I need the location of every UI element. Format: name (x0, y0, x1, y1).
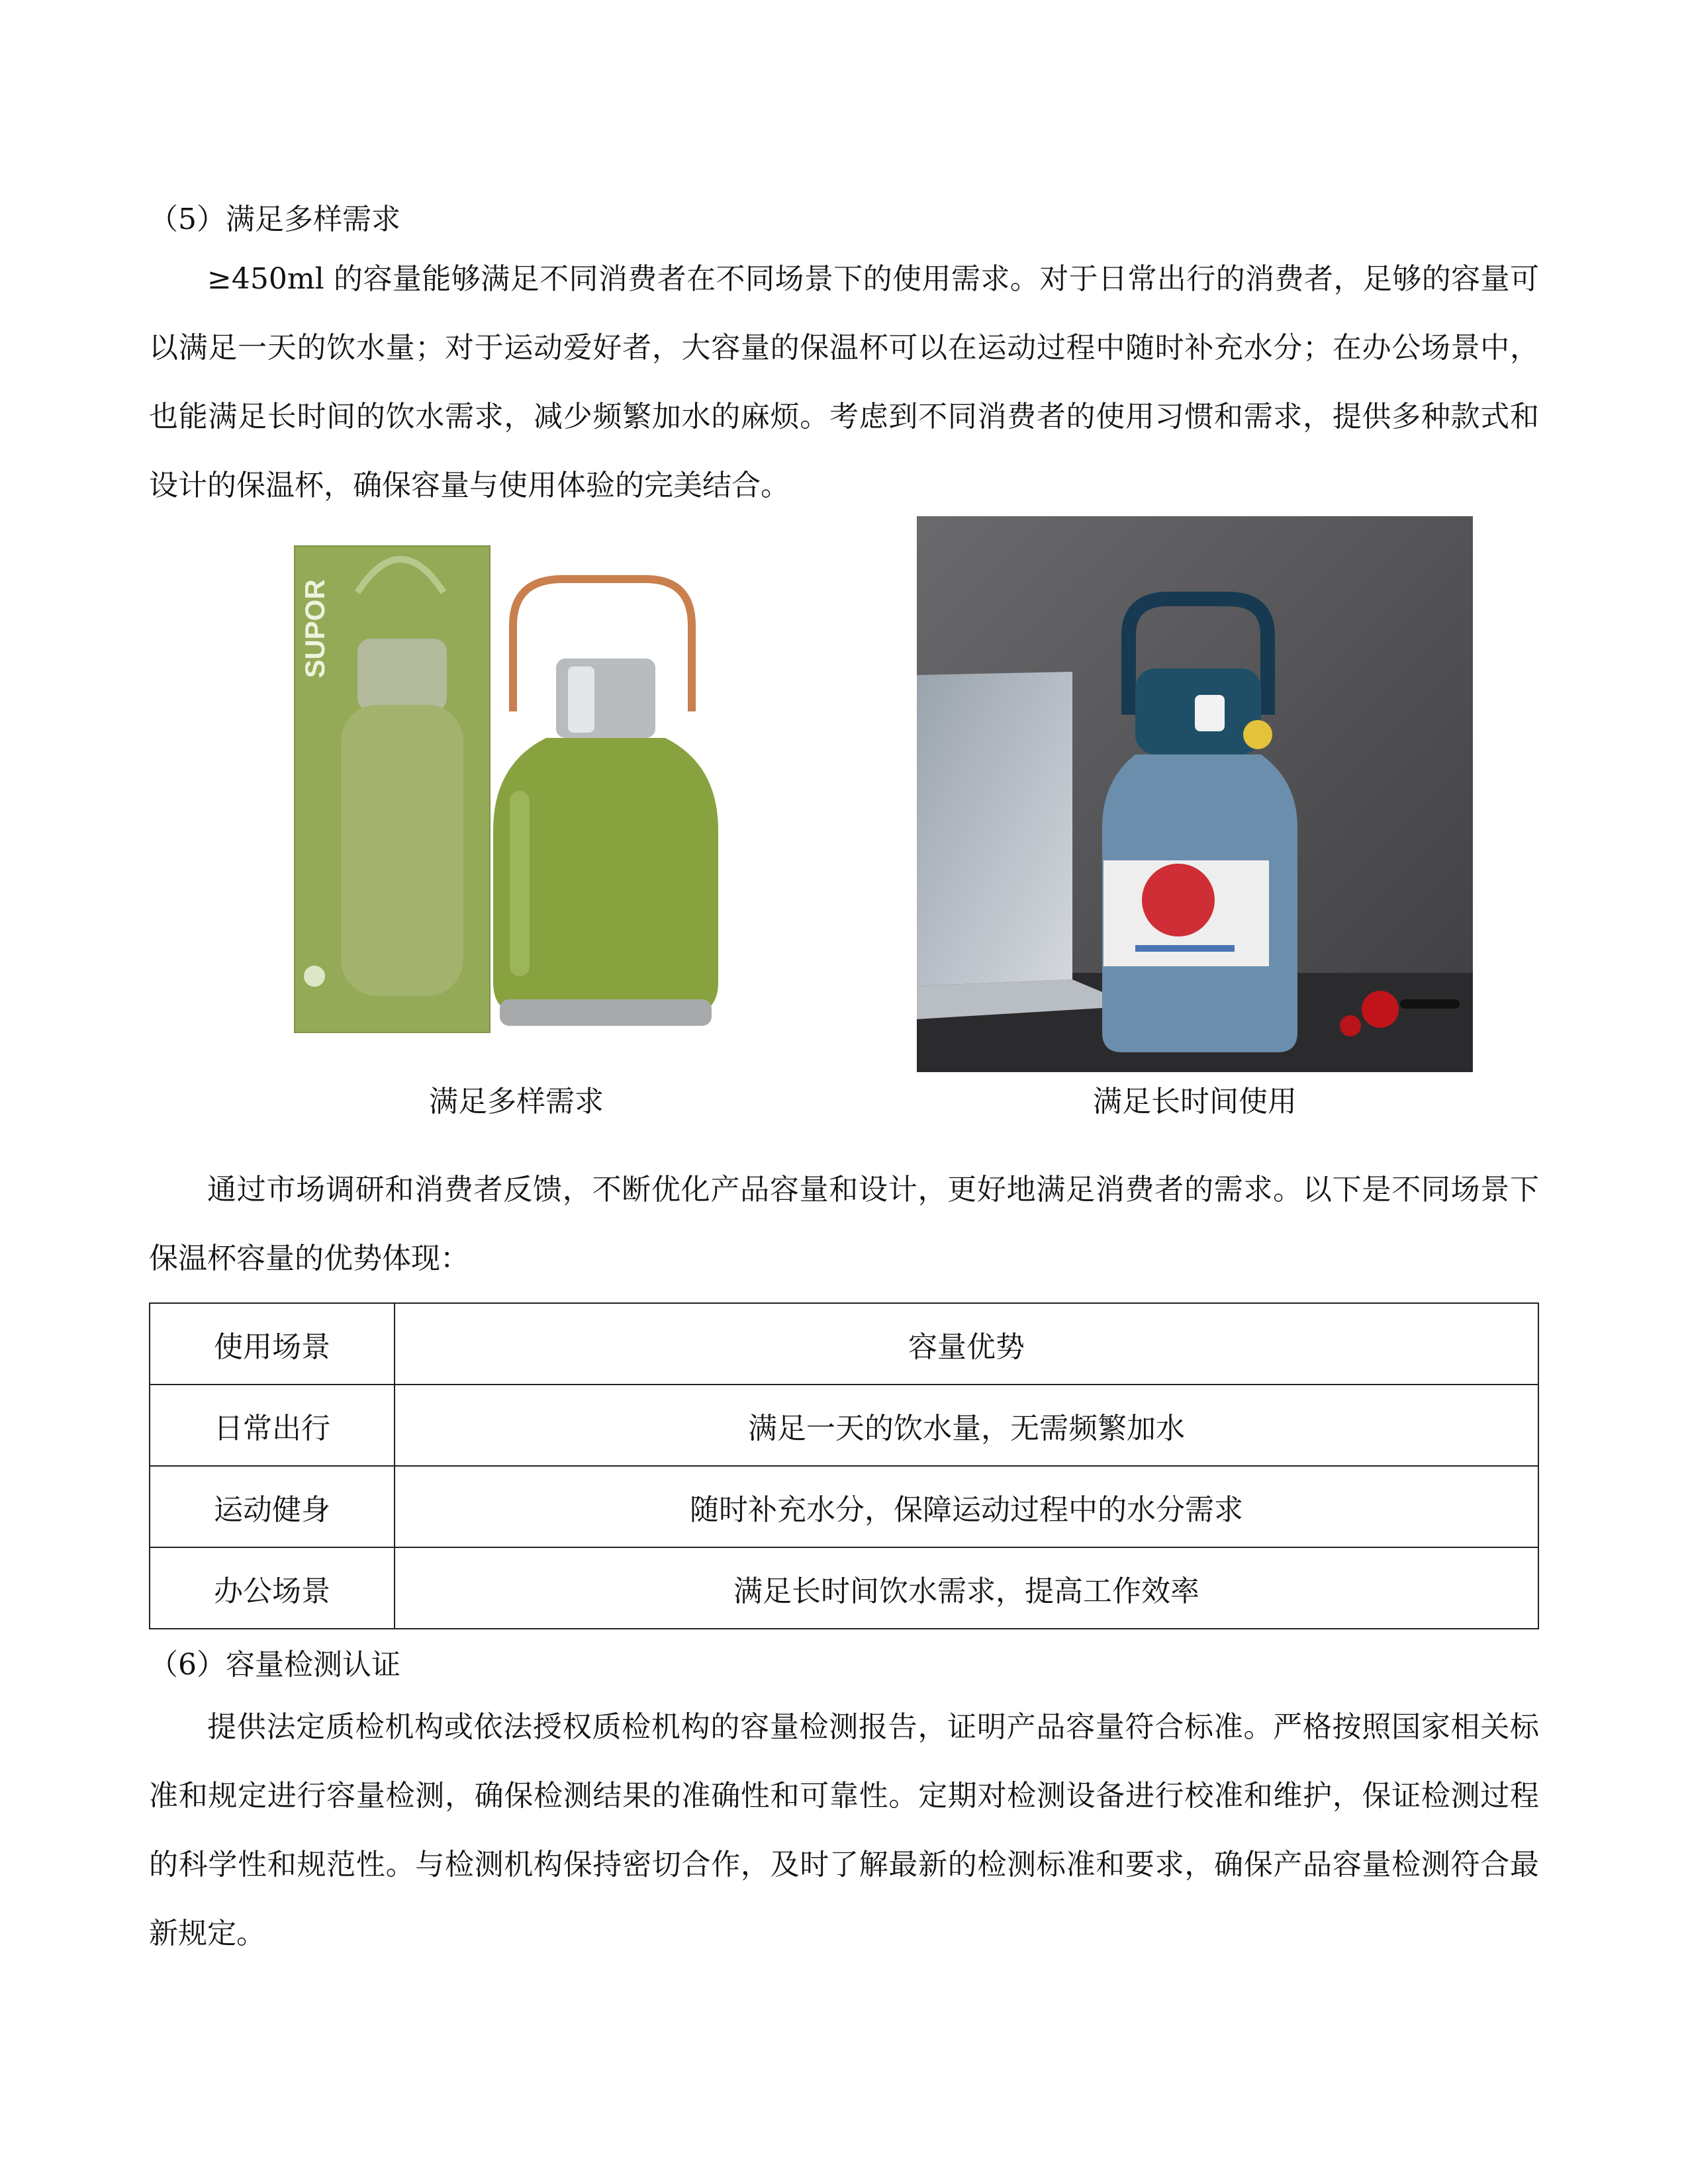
intro-paragraph: 通过市场调研和消费者反馈，不断优化产品容量和设计，更好地满足消费者的需求。以下是不同场景下保温杯容量的优势体现： (149, 1173, 1539, 1275)
table-cell-scene: 运动健身 (150, 1466, 395, 1547)
cherry-tomato (1362, 991, 1399, 1028)
blue-thermos-illustration (917, 516, 1473, 1072)
section-5-paragraph: ≥450ml 的容量能够满足不同消费者在不同场景下的使用需求。对于日常出行的消费者，足够的容量可以满足一天的饮水量；对于运动爱好者，大容量的保温杯可以在运动过程中随时补充水分；在办公场景中，也能满足长时间的饮水需求，减少频繁加水的麻烦。考虑到不同消费者的使用习惯和需求，提供多种款式和设计的保温杯，确保容量与使用体验的完美结合。 (149, 262, 1539, 502)
table-header-row (150, 1303, 1538, 1385)
table-cell-scene: 日常出行 (150, 1385, 395, 1466)
section-6-paragraph: 提供法定质检机构或依法授权质检机构的容量检测报告，证明产品容量符合标准。严格按照国家相关标准和规定进行容量检测，确保检测结果的准确性和可靠性。定期对检测设备进行校准和维护，保证检测过程的科学性和规范性。与检测机构保持密切合作，及时了解最新的检测标准和要求，确保产品容量检测符合最新规定。 (149, 1710, 1539, 1950)
right-figure-caption: 满足长时间使用 (1093, 1085, 1297, 1118)
left-figure-caption: 满足多样需求 (429, 1085, 604, 1118)
figure-green-thermos (285, 513, 748, 1039)
table-header-cell: 容量优势 (395, 1303, 1538, 1385)
laptop (917, 672, 1072, 986)
capacity-advantage-table (149, 1302, 1539, 1629)
table-row (150, 1466, 1538, 1547)
green-thermos-illustration (285, 513, 748, 1039)
section-5-heading: （5）满足多样需求 (149, 203, 400, 236)
table-cell-advantage: 满足一天的饮水量，无需频繁加水 (395, 1385, 1538, 1466)
table-cell-scene: 办公场景 (150, 1547, 395, 1629)
table-row (150, 1547, 1538, 1629)
section-6-heading: （6）容量检测认证 (149, 1648, 400, 1682)
table-row (150, 1385, 1538, 1466)
box-brand-logo: SUPOR (299, 579, 330, 678)
figure-blue-thermos (917, 516, 1473, 1072)
table-cell-advantage: 随时补充水分，保障运动过程中的水分需求 (395, 1466, 1538, 1547)
table-header-cell: 使用场景 (150, 1303, 395, 1385)
table-cell-advantage: 满足长时间饮水需求，提高工作效率 (395, 1547, 1538, 1629)
